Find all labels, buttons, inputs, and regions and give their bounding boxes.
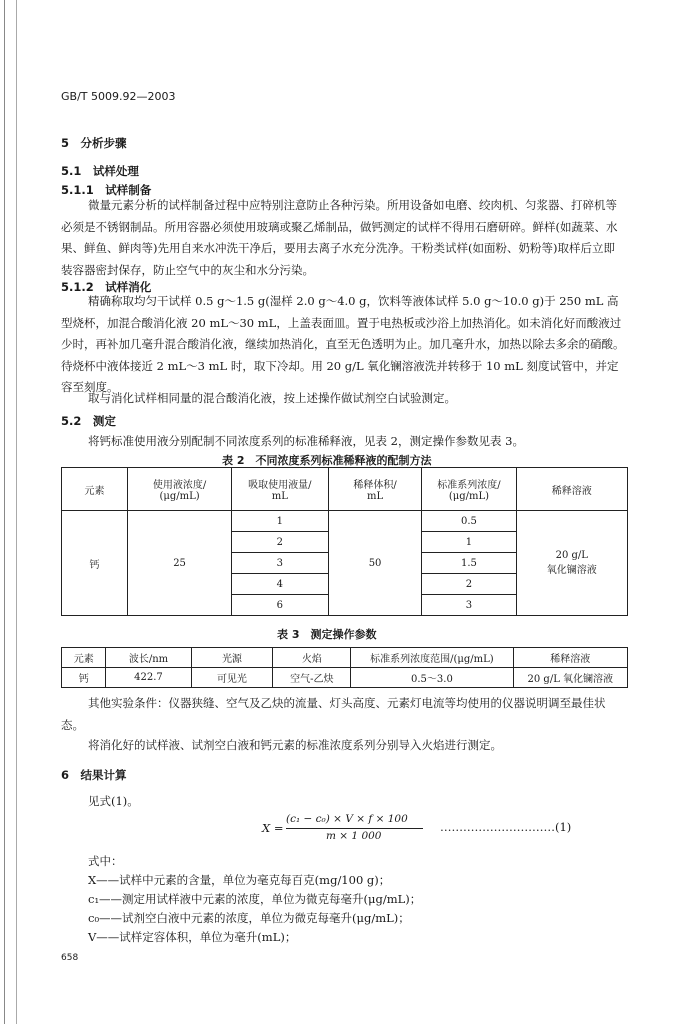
table-2-volume: 4 bbox=[232, 574, 329, 595]
measurement-text: 将消化好的试样液、试剂空白液和钙元素的标准浓度系列分别导入火焰进行测定。 bbox=[88, 738, 502, 752]
table-2-series-conc: 1.5 bbox=[422, 553, 516, 574]
table-3 bbox=[61, 647, 628, 688]
table-2-caption: 表 2 不同浓度系列标准稀释液的配制方法 bbox=[222, 454, 432, 467]
table-3-header: 波长/nm bbox=[106, 648, 191, 668]
table-2-use-conc: 25 bbox=[128, 511, 232, 616]
table-2-header-diluent: 稀释溶液 bbox=[516, 468, 627, 511]
section-6-title: 6 结果计算 bbox=[61, 768, 127, 782]
section-5-1-1-body: 微量元素分析的试样制备过程中应特别注意防止各种污染。所用设备如电磨、绞肉机、匀浆器、打碎机等必须是不锈钢制品。所用容器必须使用玻璃或聚乙烯制品，做钙测定的试样不得用石磨研碎。鲜样(如蔬菜、水果、鲜鱼、鲜肉等)先用自来水冲洗干净后，要用去离子水充分洗净。干粉类试样(如面粉、奶粉等)取样后立即装容器密封保存，防止空气中的灰尘和水分污染。 bbox=[61, 198, 618, 277]
table-3-header: 标准系列浓度范围/(μg/mL) bbox=[351, 648, 513, 668]
table-3-cell: 空气-乙炔 bbox=[273, 668, 351, 688]
table-2-volume: 1 bbox=[232, 511, 329, 532]
section-5-2-title: 5.2 测定 bbox=[61, 414, 116, 428]
table-3-header: 火焰 bbox=[273, 648, 351, 668]
section-5-title: 5 分析步骤 bbox=[61, 136, 127, 150]
formula-lhs: X = bbox=[262, 821, 284, 835]
definition-item: X——试样中元素的含量，单位为毫克每百克(mg/100 g)； bbox=[88, 873, 391, 887]
table-2-header-use-conc: 使用液浓度/ (μg/mL) bbox=[128, 468, 232, 511]
formula-numerator: (c₁ − c₀) × V × f × 100 bbox=[286, 813, 408, 825]
table-2-dilution-volume: 50 bbox=[328, 511, 422, 616]
table-2-element: 钙 bbox=[62, 511, 128, 616]
table-3-header: 稀释溶液 bbox=[513, 648, 627, 668]
section-5-1-2-title: 5.1.2 试样消化 bbox=[61, 280, 152, 294]
definition-item: V——试样定容体积，单位为毫升(mL)； bbox=[88, 930, 297, 944]
table-2-series-conc: 3 bbox=[422, 595, 516, 616]
definition-item: c₁——测定用试样液中元素的浓度，单位为微克每毫升(μg/mL)； bbox=[88, 892, 422, 906]
page-number: 658 bbox=[61, 953, 79, 963]
section-5-1-title: 5.1 试样处理 bbox=[61, 164, 139, 178]
formula-fraction-bar bbox=[286, 828, 423, 829]
table-2-volume: 2 bbox=[232, 532, 329, 553]
table-3-cell: 钙 bbox=[62, 668, 106, 688]
table-2-header-series-conc: 标准系列浓度/ (μg/mL) bbox=[422, 468, 516, 511]
table-2-volume: 6 bbox=[232, 595, 329, 616]
section-5-1-1-title: 5.1.1 试样制备 bbox=[61, 183, 152, 197]
where-label: 式中： bbox=[88, 854, 123, 868]
table-2-series-conc: 2 bbox=[422, 574, 516, 595]
formula-number: …………………………(1) bbox=[440, 820, 572, 834]
other-conditions-text: 其他实验条件：仪器狭缝、空气及乙炔的流量、灯头高度、元素灯电流等均使用的仪器说明调至最佳状态。 bbox=[61, 696, 606, 732]
section-5-2-body: 将钙标准使用液分别配制不同浓度系列的标准稀释液，见表 2，测定操作参数见表 3。 bbox=[88, 434, 524, 448]
standard-code: GB/T 5009.92—2003 bbox=[61, 90, 176, 103]
scan-edge-line bbox=[16, 0, 17, 1024]
formula-denominator: m × 1 000 bbox=[326, 830, 382, 842]
table-2-header-dilution-volume: 稀释体积/ mL bbox=[328, 468, 422, 511]
table-2-volume: 3 bbox=[232, 553, 329, 574]
formula-intro: 见式(1)。 bbox=[88, 794, 139, 808]
table-3-cell: 20 g/L 氧化镧溶液 bbox=[513, 668, 627, 688]
table-3-cell: 422.7 bbox=[106, 668, 191, 688]
table-2-diluent: 20 g/L 氧化镧溶液 bbox=[516, 511, 627, 616]
table-2-series-conc: 1 bbox=[422, 532, 516, 553]
table-3-cell: 可见光 bbox=[191, 668, 273, 688]
scan-edge-line bbox=[4, 0, 5, 1024]
section-5-1-2-body: 精确称取均匀干试样 0.5 g～1.5 g(湿样 2.0 g～4.0 g，饮料等液体试样 5.0 g～10.0 g)于 250 mL 高型烧杯，加混合酸消化液 20 mL～30 mL，上盖表面皿。置于电热板或沙浴上加热消化。如未消化好而酸液过少时，再补加几毫升混合酸消化液，继续加热消化，直至无色透明为止。加几毫升水，加热以除去多余的硝酸。待烧杯中液体接近 2 mL～3 mL 时，取下冷却。用 20 g/L 氧化镧溶液洗并转移于 10 mL 刻度试管中，并定容至刻度。 bbox=[61, 294, 625, 394]
table-2-header-element: 元素 bbox=[62, 468, 128, 511]
table-3-header: 元素 bbox=[62, 648, 106, 668]
section-5-1-2-blank-test: 取与消化试样相同量的混合酸消化液，按上述操作做试剂空白试验测定。 bbox=[88, 391, 456, 405]
table-3-caption: 表 3 测定操作参数 bbox=[277, 628, 377, 641]
definition-item: c₀——试剂空白液中元素的浓度，单位为微克每毫升(μg/mL)； bbox=[88, 911, 410, 925]
table-2-header-volume: 吸取使用液量/ mL bbox=[232, 468, 329, 511]
table-2-series-conc: 0.5 bbox=[422, 511, 516, 532]
table-3-cell: 0.5～3.0 bbox=[351, 668, 513, 688]
table-3-header: 光源 bbox=[191, 648, 273, 668]
table-2 bbox=[61, 467, 628, 616]
